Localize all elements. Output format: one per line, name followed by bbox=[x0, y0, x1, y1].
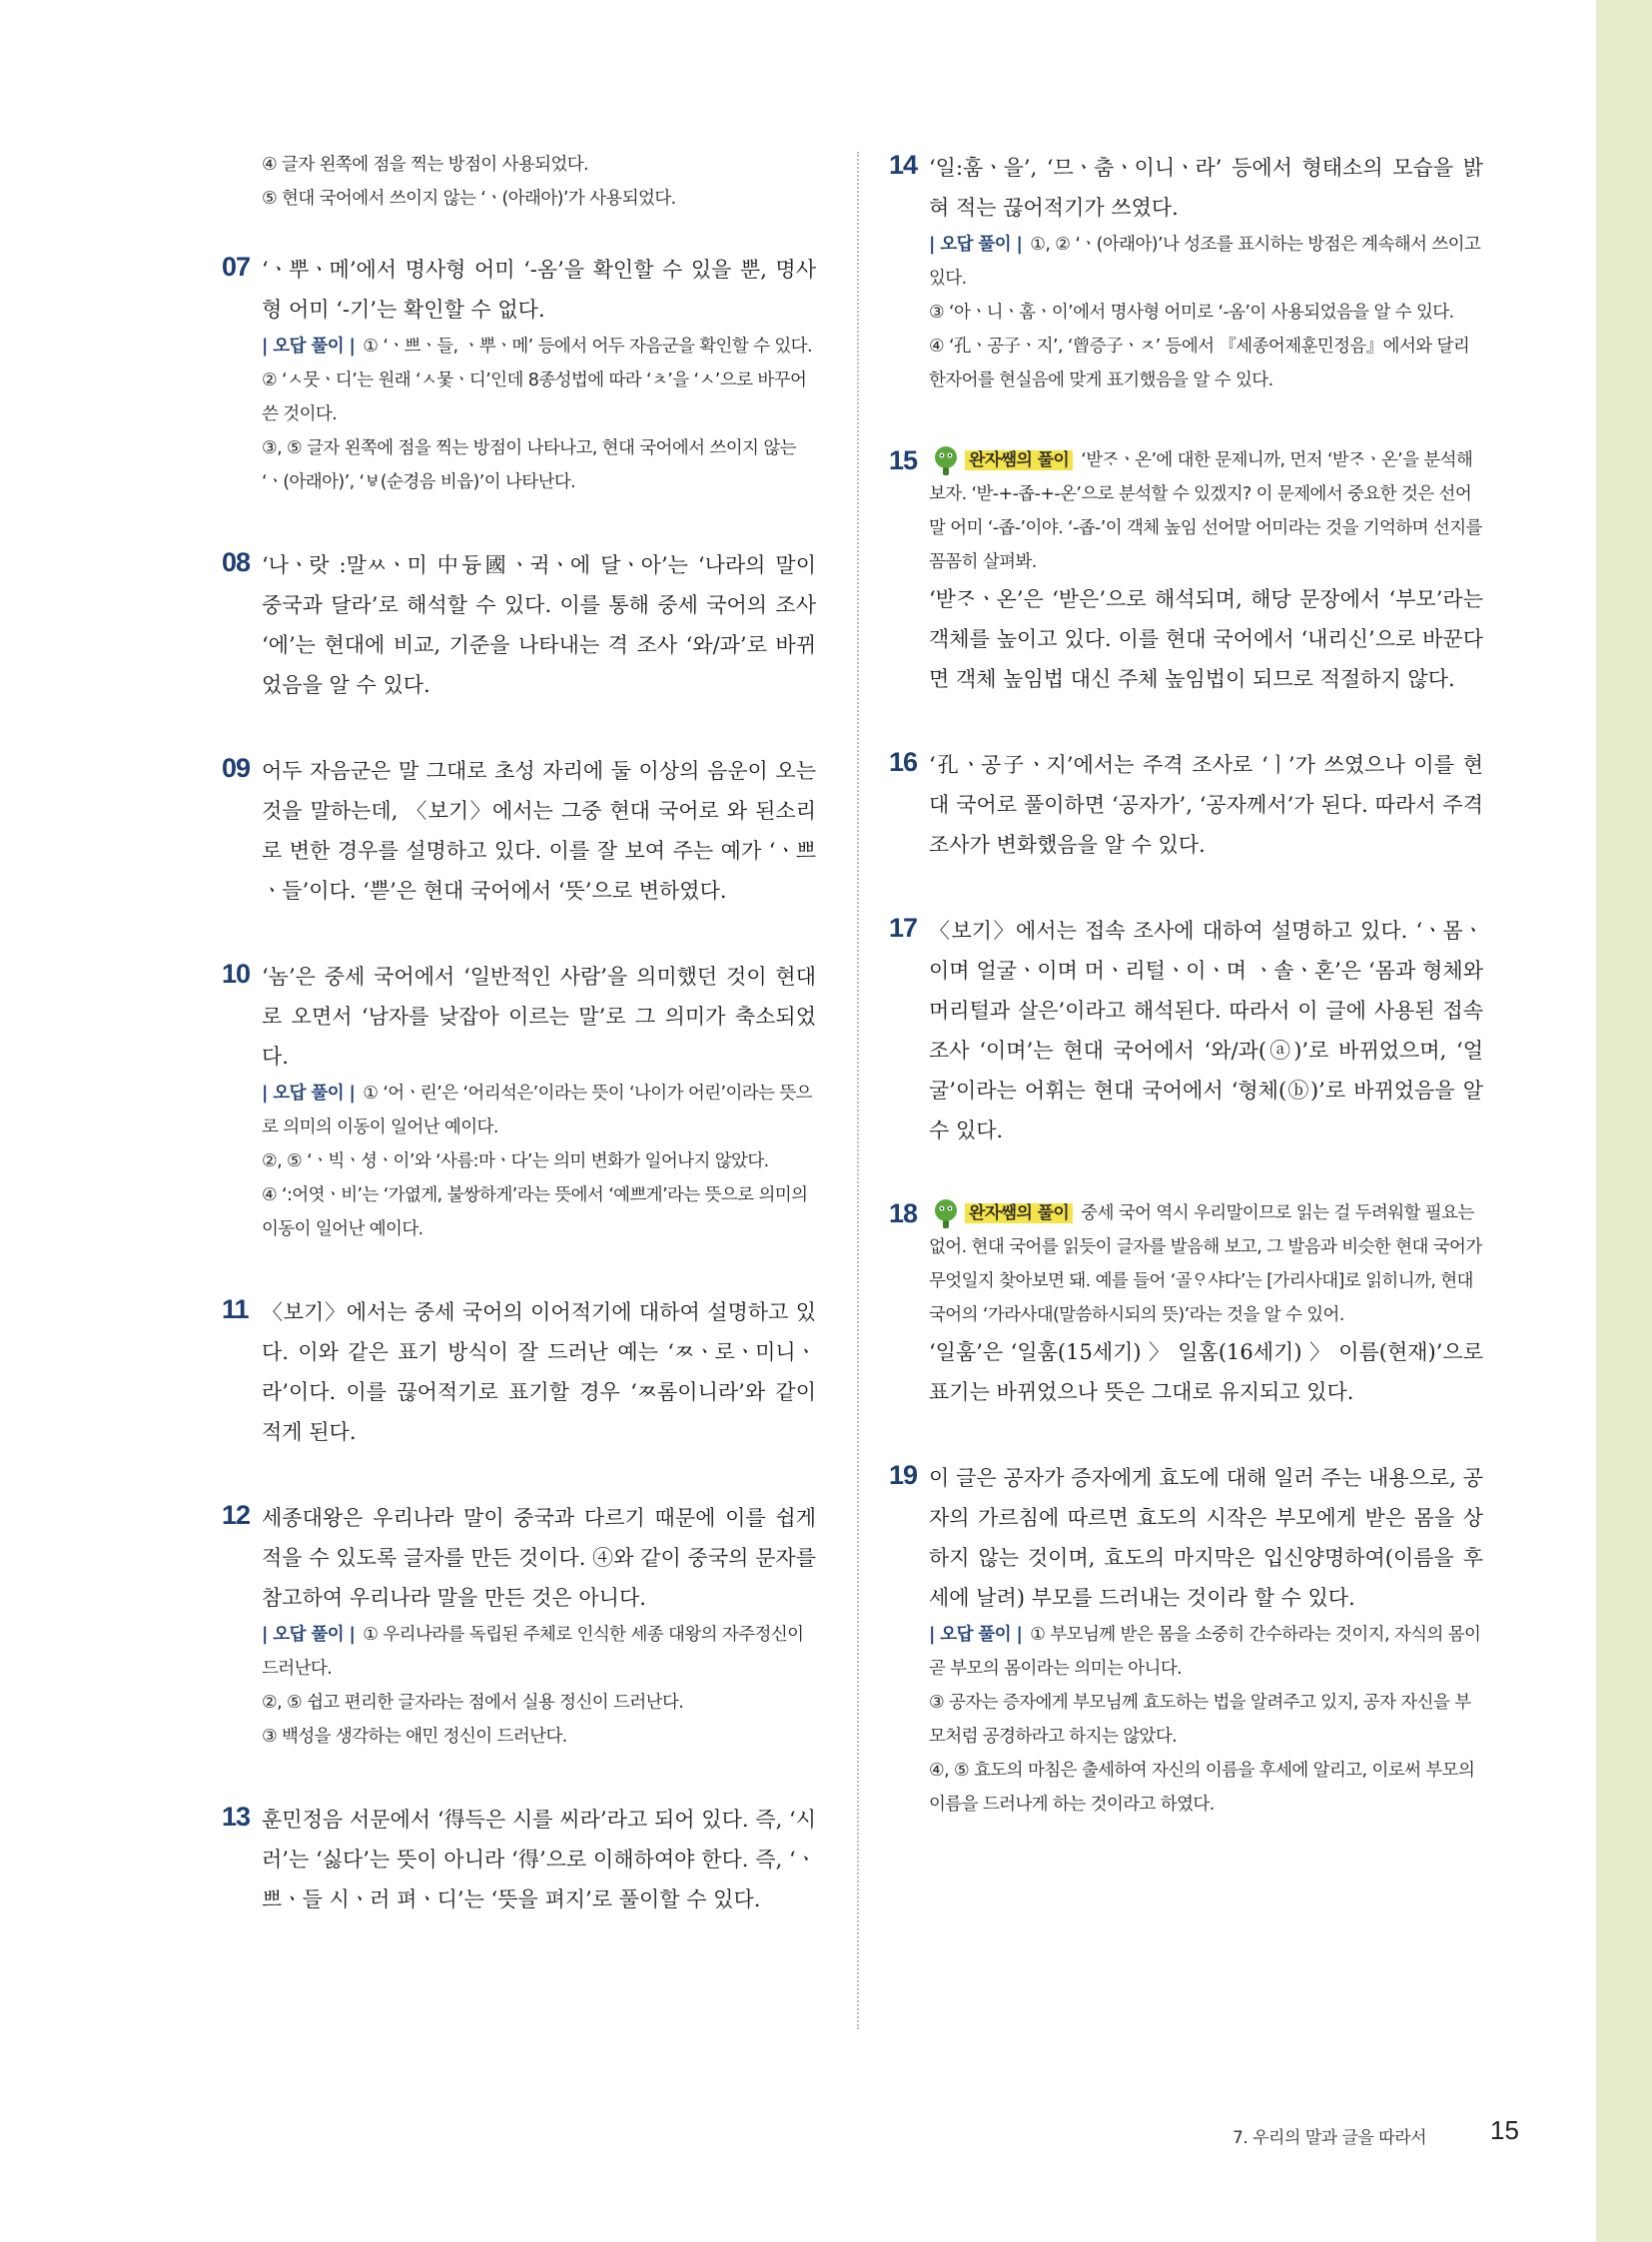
page-number: 15 bbox=[1490, 2115, 1519, 2145]
answer-text: 〈보기〉에서는 중세 국어의 이어적기에 대하여 설명하고 있다. 이와 같은 표기 방식이 잘 드러난 예는 ‘ㅉㆍ로ㆍ미니ㆍ라’이다. 이를 끊어적기로 표기할 경우 ‘ㅉ롬이니라’와 같이 적게 된다. bbox=[262, 1300, 816, 1444]
explanation-line: ③ ‘아ㆍ니ㆍ홈ㆍ이’에서 명사형 어미로 ‘-옴’이 사용되었음을 알 수 있다. bbox=[929, 303, 1454, 323]
answer-09 bbox=[222, 751, 816, 911]
wrong-answer-explanation bbox=[262, 1618, 816, 1686]
right-column bbox=[889, 148, 1483, 1822]
explanation-line: ①, ② ‘ㆍ(아래아)’나 성조를 표시하는 방점은 계속해서 쓰이고 있다. bbox=[929, 235, 1481, 289]
answer-07 bbox=[222, 250, 816, 499]
tutor-badge: 완자쌤의 풀이 bbox=[965, 450, 1073, 470]
explanation-line: ① ‘ㆍ쁘ㆍ들, ㆍ뿌ㆍ메’ 등에서 어두 자음군을 확인할 수 있다. bbox=[363, 337, 812, 357]
answer-number: 15 bbox=[889, 445, 918, 475]
explanation-line: ④ ‘孔ㆍ공子ㆍ지’, ‘曾증子ㆍㅈ’ 등에서 『세종어제훈민정음』에서와 달리 한자어를 현실음에 맞게 표기했음을 알 수 있다. bbox=[929, 337, 1470, 390]
answer-number: 12 bbox=[222, 1500, 251, 1530]
answer-16 bbox=[889, 745, 1483, 865]
tutor-text: ‘받ᄌᆞㆍ온’에 대한 문제니까, 먼저 ‘받ᄌᆞㆍ온’을 분석해 보자. ‘받-+-좁-+-온’으로 분석할 수 있겠지? 이 문제에서 중요한 것은 선어말 어미 ‘-좁-’이야. ‘-좁-’이 객체 높임 선어말 어미라는 것을 기억하며 선지를 꼼꼼히 살펴봐. bbox=[929, 450, 1482, 572]
answer-number: 19 bbox=[889, 1460, 918, 1490]
wrong-answer-tag: | 오답 풀이 | bbox=[262, 337, 356, 357]
answer-number: 09 bbox=[222, 753, 251, 783]
wrong-answer-tag: | 오답 풀이 | bbox=[262, 1084, 356, 1104]
answer-17 bbox=[889, 911, 1483, 1150]
answer-11 bbox=[222, 1292, 816, 1452]
answer-14 bbox=[889, 148, 1483, 397]
answer-number: 16 bbox=[889, 747, 918, 777]
tutor-explanation bbox=[929, 1196, 1483, 1332]
answer-number: 08 bbox=[222, 547, 251, 577]
tutor-text: 중세 국어 역시 우리말이므로 읽는 걸 두려워할 필요는 없어. 현대 국어를 읽듯이 글자를 발음해 보고, 그 발음과 비슷한 현대 국어가 무엇일지 찾아보면 돼. 예를 들어 ‘골ᄋᆞ샤다’는 [가리사대]로 읽히니까, 현대 국어의 ‘가라사대(말씀하시되의 뜻)’라는 것을 알 수 있어. bbox=[929, 1203, 1482, 1325]
answer-19 bbox=[889, 1458, 1483, 1822]
wrong-answer-explanation bbox=[929, 228, 1483, 296]
tutor-badge: 완자쌤의 풀이 bbox=[965, 1203, 1073, 1223]
answer-text: ‘나ㆍ랏 :말ㅆㆍ미 中듕國ㆍ귁ㆍ에 달ㆍ아’는 ‘나라의 말이 중국과 달라’로 해석할 수 있다. 이를 통해 중세 국어의 조사 ‘에’는 현대에 비교, 기준을 나타내는 격 조사 ‘와/과’로 바뀌었음을 알 수 있다. bbox=[262, 553, 816, 697]
column-divider bbox=[857, 152, 859, 2029]
explanation-line: ① 부모님께 받은 몸을 소중히 간수하라는 것이지, 자식의 몸이 곧 부모의 몸이라는 의미는 아니다. bbox=[929, 1625, 1481, 1679]
answer-10 bbox=[222, 957, 816, 1246]
explanation-line: ③, ⑤ 글자 왼쪽에 점을 찍는 방점이 나타나고, 현대 국어에서 쓰이지 않는 ‘ㆍ(아래아)’, ‘ㅸ(순경음 비읍)’이 나타난다. bbox=[262, 438, 796, 492]
answer-text: 어두 자음군은 말 그대로 초성 자리에 둘 이상의 음운이 오는 것을 말하는데, 〈보기〉에서는 그중 현대 국어로 와 된소리로 변한 경우를 설명하고 있다. 이를 잘 보여 주는 예가 ‘ㆍ쁘ㆍ들’이다. ‘쁟’은 현대 국어에서 ‘뜻’으로 변하였다. bbox=[262, 759, 816, 903]
side-margin-strip bbox=[1596, 0, 1652, 2242]
answer-number: 14 bbox=[889, 150, 918, 180]
answer-text: ‘놈’은 중세 국어에서 ‘일반적인 사람’을 의미했던 것이 현대로 오면서 ‘남자를 낮잡아 이르는 말’로 그 의미가 축소되었다. bbox=[262, 965, 816, 1069]
wrong-answer-explanation bbox=[929, 1618, 1483, 1686]
continued-line-5: ⑤ 현대 국어에서 쓰이지 않는 ‘ㆍ(아래아)’가 사용되었다. bbox=[262, 189, 676, 209]
answer-text: ‘일훔’은 ‘일훔(15세기) 〉 일홈(16세기) 〉 이름(현재)’으로 표기는 바뀌었으나 뜻은 그대로 유지되고 있다. bbox=[929, 1340, 1483, 1404]
explanation-line: ②, ⑤ ‘ㆍ빅ㆍ셩ㆍ이’와 ‘사름:마ㆍ다’는 의미 변화가 일어나지 않았다. bbox=[262, 1151, 769, 1171]
explanation-line: ① 우리나라를 독립된 주체로 인식한 세종 대왕의 자주정신이 드러난다. bbox=[262, 1625, 804, 1679]
answer-13 bbox=[222, 1800, 816, 1919]
explanation-line: ③ 백성을 생각하는 애민 정신이 드러난다. bbox=[262, 1727, 567, 1747]
explanation-line: ②, ⑤ 쉽고 편리한 글자라는 점에서 실용 정신이 드러난다. bbox=[262, 1693, 684, 1713]
wrong-answer-tag: | 오답 풀이 | bbox=[929, 1625, 1023, 1645]
answer-text: 이 글은 공자가 증자에게 효도에 대해 일러 주는 내용으로, 공자의 가르침에 따르면 효도의 시작은 부모에게 받은 몸을 상하지 않는 것이며, 효도의 마지막은 입신양명하여(이름을 후세에 날려) 부모를 드러내는 것이라 할 수 있다. bbox=[929, 1466, 1483, 1610]
answer-number: 18 bbox=[889, 1198, 918, 1228]
explanation-line: ③ 공자는 증자에게 부모님께 효도하는 법을 알려주고 있지, 공자 자신을 부모처럼 공경하라고 하지는 않았다. bbox=[929, 1693, 1471, 1747]
answer-text: 〈보기〉에서는 접속 조사에 대하여 설명하고 있다. ‘ㆍ몸ㆍ이며 얼굴ㆍ이며 머ㆍ리털ㆍ이ㆍ며 ㆍ솔ㆍ혼’은 ‘몸과 형체와 머리털과 살은’이라고 해석된다. 따라서 이 글에 사용된 접속 조사 ‘이며’는 현대 국어에서 ‘와/과(ⓐ)’로 바뀌었으며, ‘얼굴’이라는 어휘는 현대 국어에서 ‘형체(ⓑ)’로 바뀌었음을 알 수 있다. bbox=[929, 919, 1483, 1142]
explanation-line: ② ‘ㅅ뭇ㆍ디’는 원래 ‘ㅅ뭋ㆍ디’인데 8종성법에 따라 ‘ㅊ’을 ‘ㅅ’으로 바꾸어 쓴 것이다. bbox=[262, 371, 807, 424]
answer-text: 훈민정음 서문에서 ‘得득은 시를 씨라’라고 되어 있다. 즉, ‘시러’는 ‘싫다’는 뜻이 아니라 ‘得’으로 이해하여야 한다. 즉, ‘ㆍ쁘ㆍ들 시ㆍ러 펴ㆍ디’는 ‘뜻을 펴지’로 풀이할 수 있다. bbox=[262, 1808, 816, 1911]
answer-text: ‘받ᄌᆞㆍ온’은 ‘받은’으로 해석되며, 해당 문장에서 ‘부모’라는 객체를 높이고 있다. 이를 현대 국어에서 ‘내리신’으로 바꾼다면 객체 높임법 대신 주체 높임법이 되므로 적절하지 않다. bbox=[929, 587, 1483, 691]
chapter-title: 7. 우리의 말과 글을 따라서 bbox=[1233, 2128, 1427, 2148]
answer-text: 세종대왕은 우리나라 말이 중국과 다르기 때문에 이를 쉽게 적을 수 있도록 글자를 만든 것이다. ④와 같이 중국의 문자를 참고하여 우리나라 말을 만든 것은 아니다. bbox=[262, 1506, 816, 1610]
answer-text: ‘일:훔ㆍ을’, ‘므ㆍ춤ㆍ이니ㆍ라’ 등에서 형태소의 모습을 밝혀 적는 끊어적기가 쓰였다. bbox=[929, 156, 1483, 220]
wrong-answer-tag: | 오답 풀이 | bbox=[262, 1625, 356, 1645]
answer-12 bbox=[222, 1498, 816, 1754]
continued-line-4: ④ 글자 왼쪽에 점을 찍는 방점이 사용되었다. bbox=[262, 155, 589, 175]
green-character-icon bbox=[929, 443, 963, 477]
tutor-explanation bbox=[929, 443, 1483, 579]
wrong-answer-tag: | 오답 풀이 | bbox=[929, 235, 1023, 255]
left-column bbox=[222, 148, 816, 1919]
answer-18 bbox=[889, 1196, 1483, 1412]
answer-08 bbox=[222, 545, 816, 705]
explanation-line: ① ‘어ㆍ린’은 ‘어리석은’이라는 뜻이 ‘나이가 어린’이라는 뜻으로 의미의 이동이 일어난 예이다. bbox=[262, 1084, 812, 1137]
answer-number: 11 bbox=[222, 1294, 249, 1324]
explanation-line: ④, ⑤ 효도의 마침은 출세하여 자신의 이름을 후세에 알리고, 이로써 부모의 이름을 드러나게 하는 것이라고 하였다. bbox=[929, 1761, 1475, 1815]
answer-number: 07 bbox=[222, 252, 251, 282]
answer-text: ‘孔ㆍ공子ㆍ지’에서는 주격 조사로 ‘ㅣ’가 쓰였으나 이를 현대 국어로 풀이하면 ‘공자가’, ‘공자께서’가 된다. 따라서 주격 조사가 변화했음을 알 수 있다. bbox=[929, 753, 1483, 857]
answer-number: 13 bbox=[222, 1802, 251, 1832]
explanation-line: ④ ‘:어엿ㆍ비’는 ‘가엾게, 불쌍하게’라는 뜻에서 ‘예쁘게’라는 뜻으로 의미의 이동이 일어난 예이다. bbox=[262, 1185, 808, 1239]
continued-items bbox=[232, 148, 816, 216]
wrong-answer-explanation bbox=[262, 1077, 816, 1144]
wrong-answer-explanation bbox=[262, 330, 816, 364]
green-character-icon bbox=[929, 1196, 963, 1230]
answer-text: ‘ㆍ뿌ㆍ메’에서 명사형 어미 ‘-옴’을 확인할 수 있을 뿐, 명사형 어미 ‘-기’는 확인할 수 없다. bbox=[262, 258, 816, 322]
answer-15 bbox=[889, 443, 1483, 699]
answer-number: 17 bbox=[889, 913, 918, 943]
answer-number: 10 bbox=[222, 959, 251, 989]
